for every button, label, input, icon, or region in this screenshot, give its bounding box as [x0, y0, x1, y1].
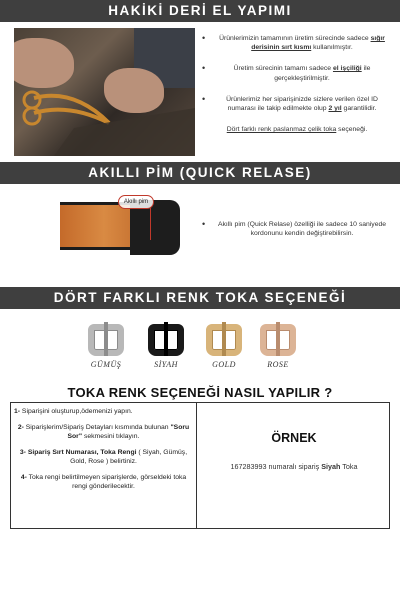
buckle-tongue: [104, 322, 108, 356]
instruction-table: [10, 402, 390, 529]
step-text: Siparişlerim/Sipariş Detayları kısmında bulunan "Soru Sor" sekmesini tıklayın.: [23, 424, 190, 440]
buckle-tongue: [276, 322, 280, 356]
step-item: [14, 423, 193, 441]
leather-crafting-photo: [14, 28, 195, 156]
bullet-text: Ürünlerimiz her siparişinizde sizlere verilen özel ID numarası ile takip edilmekte olup 2 yıl garantilidir.: [226, 95, 378, 113]
step-text: Siparişini oluşturup,ödemenizi yapın.: [20, 408, 133, 415]
quick-release-bullet: [200, 220, 390, 250]
example-column: [197, 403, 391, 528]
step-item: [14, 473, 193, 491]
buckle-rose: [256, 322, 300, 358]
bullet-text: Akıllı pim (Quick Relase) özelliği ile sadece 10 saniyede kordonunu kendin değiştirebilirsin.: [217, 221, 387, 238]
steps-column: [11, 403, 196, 502]
buckle-black: [144, 322, 188, 358]
bullet-item: • Üretim sürecinin tamamı sadece el işçiliği ile gerçekleştirilmiştir.: [202, 63, 371, 82]
buckle-color-options: [84, 322, 324, 372]
buckle-silver: [84, 322, 128, 358]
section-title-quick-release: AKILLI PİM (QUICK RELASE): [0, 162, 400, 184]
step-number: 1-: [14, 408, 21, 415]
buckle-label: GOLD: [212, 360, 236, 369]
buckle-label: ROSE: [267, 360, 289, 369]
bullet-text: Üretim sürecinin tamamı sadece el işçiliği ile gerçekleştirilmiştir.: [233, 65, 371, 82]
pin-pointer-line: [150, 208, 151, 240]
step-number: 4-: [20, 474, 27, 481]
handmade-bullet-list: [200, 34, 390, 134]
bullet-text: Ürünlerimizin tamamının üretim sürecinde sadece sığır derisinin sırt kısmı kullanılmıştır.: [219, 35, 385, 52]
buckle-label: GÜMÜŞ: [90, 360, 122, 369]
step-text: Sipariş Sırt Numarası, Toka Rengi ( Siyah, Gümüş, Gold, Rose ) belirtiniz.: [25, 449, 188, 465]
step-text: Toka rengi belirtilmeyen siparişlerde, görseldeki toka rengi gönderilecektir.: [26, 474, 187, 490]
step-number: 3-: [19, 449, 26, 456]
how-to-title: TOKA RENK SEÇENEĞİ NASIL YAPILIR ?: [67, 385, 333, 400]
section-title-buckle-colors: DÖRT FARKLI RENK TOKA SEÇENEĞİ: [0, 287, 400, 309]
buckle-gold: [202, 322, 246, 358]
buckle-tongue: [164, 322, 168, 356]
example-title: ÖRNEK: [271, 431, 317, 445]
bullet-item: • Akıllı pim (Quick Relase) özelliği ile sadece 10 saniyede kordonunu kendin değiştirebilirsin.: [202, 219, 387, 238]
buckle-option-note: [200, 125, 390, 134]
bullet-item: • Ürünlerimizin tamamının üretim sürecinde sadece sığır derisinin sırt kısmı kullanılmıştır.: [202, 33, 385, 52]
smart-pin-badge: Akıllı pim: [118, 195, 154, 209]
bullet-item: • Ürünlerimiz her siparişinizde sizlere verilen özel ID numarası ile takip edilmekte olup 2 yıl garantilidir.: [202, 93, 378, 113]
buckle-tongue: [222, 322, 226, 356]
step-item: [14, 407, 193, 416]
section-title-handmade: HAKİKİ DERİ EL YAPIMI: [0, 0, 400, 22]
step-item: [14, 448, 193, 466]
example-text: 167283993 numaralı sipariş Siyah Toka: [230, 462, 358, 471]
step-number: 2-: [17, 424, 24, 431]
buckle-label: SİYAH: [154, 360, 178, 369]
bullet-text: Dört farklı renk paslanmaz çelik toka seçeneği.: [226, 126, 368, 134]
